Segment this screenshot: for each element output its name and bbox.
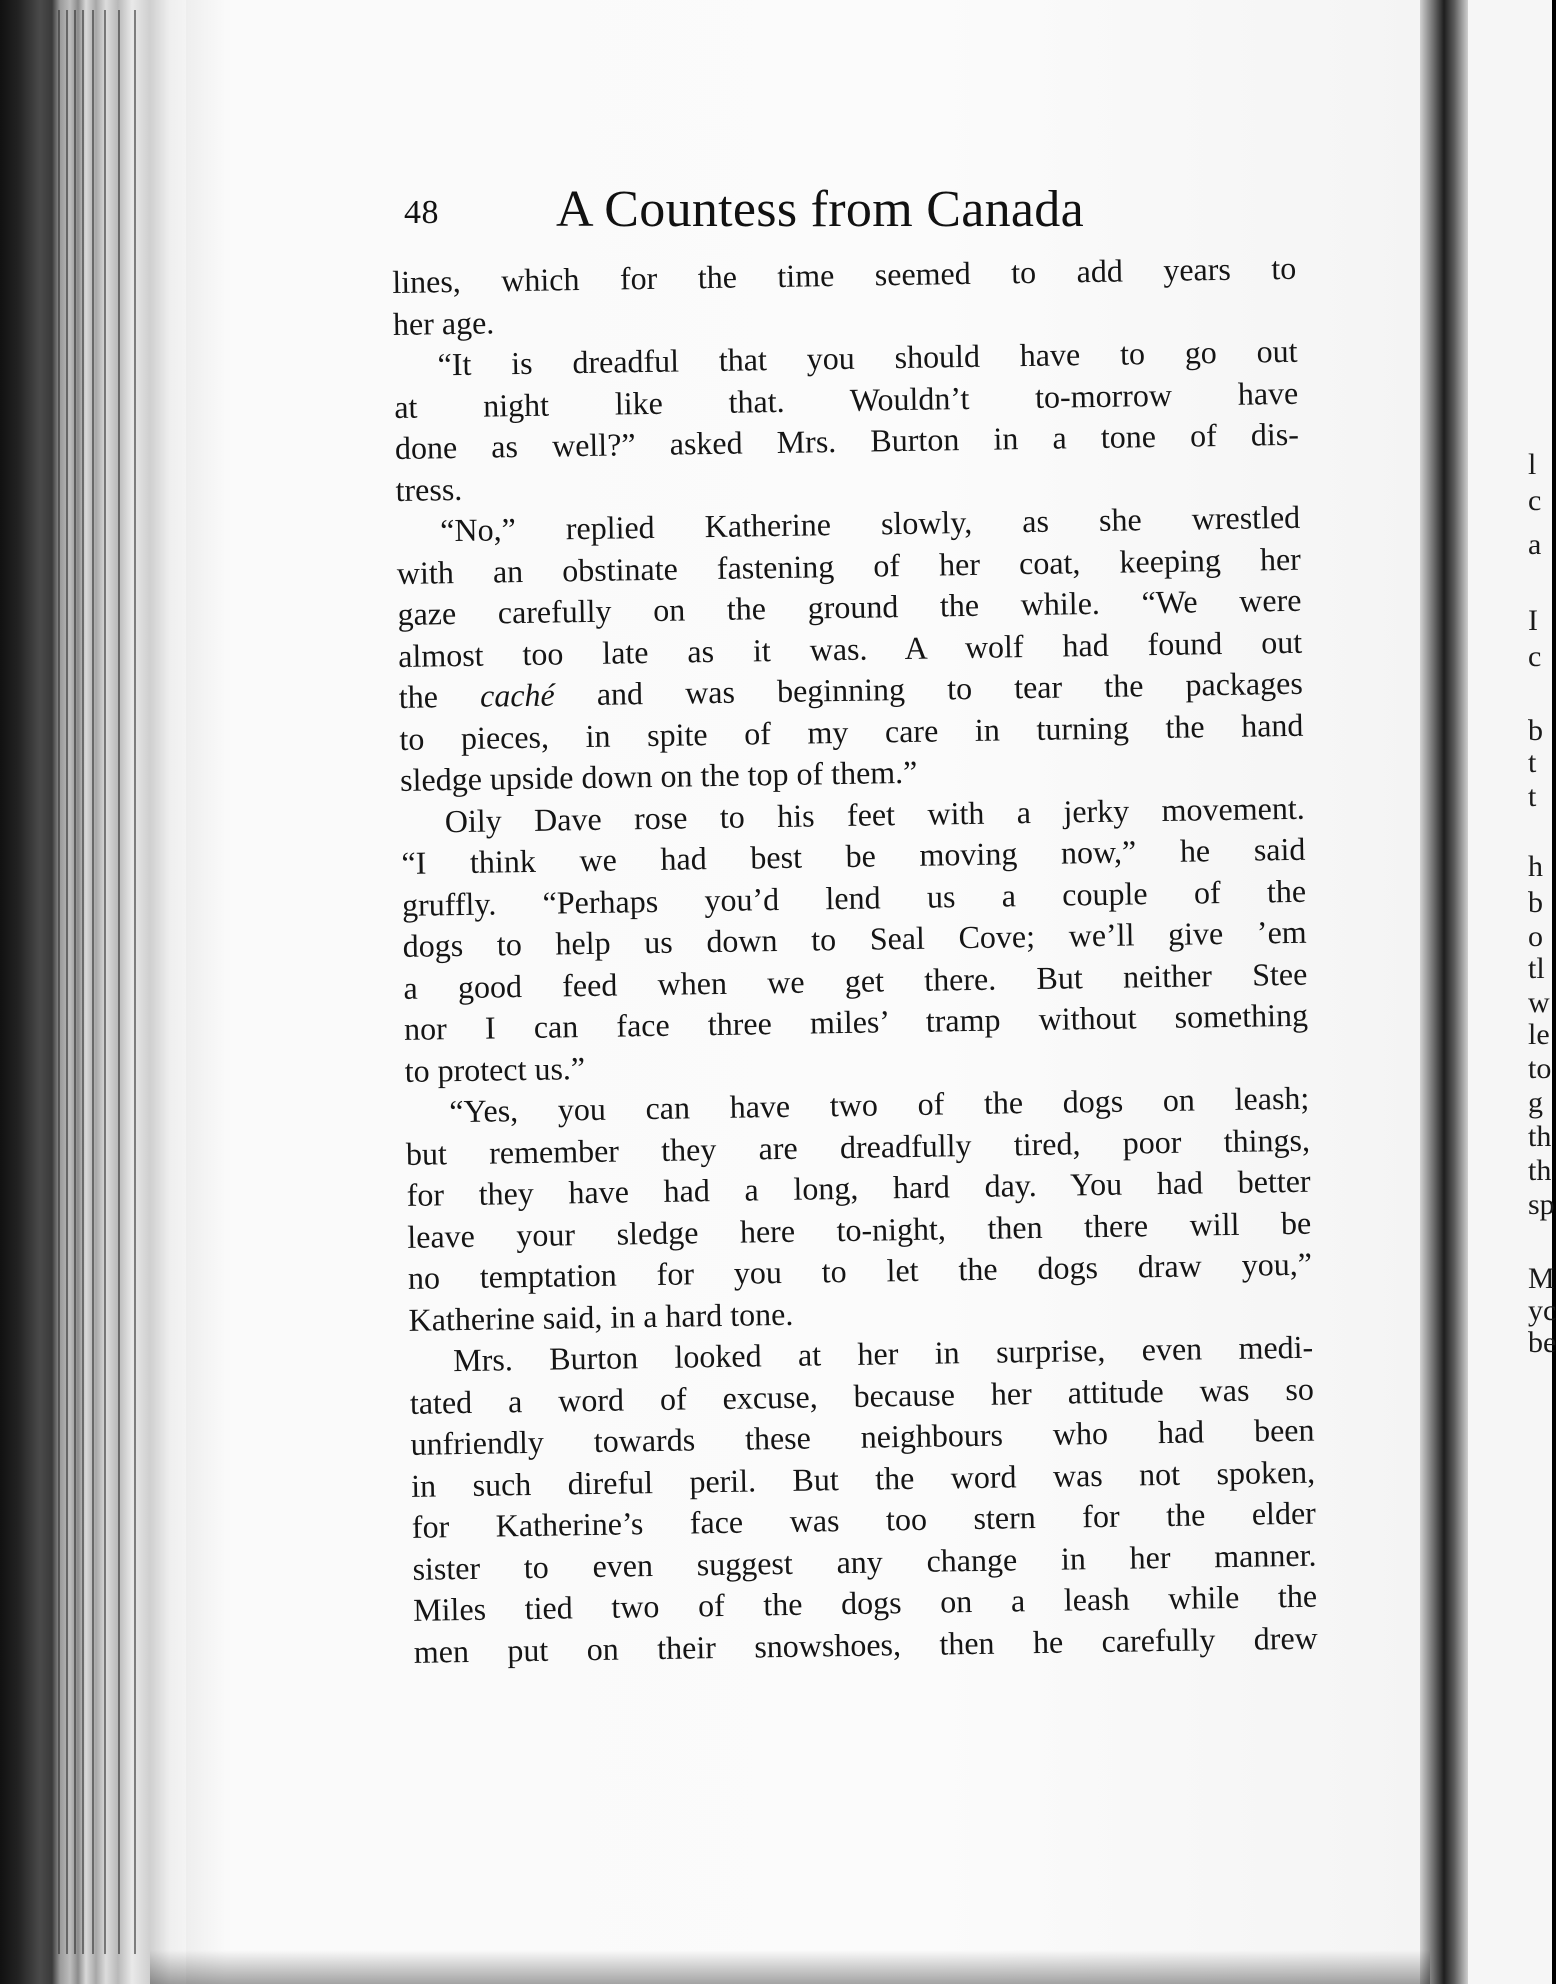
facing-page: [1468, 0, 1556, 1984]
page-edge-line: [104, 10, 106, 1954]
facing-page-fragment: w: [1528, 986, 1550, 1019]
text-line: Mrs. Burton looked at her in surprise, even medi-: [452, 1328, 1314, 1379]
text-line: “It is dreadful that you should have to go out: [437, 332, 1298, 383]
page-edge-line: [118, 10, 120, 1954]
text-line: Katherine said, in a hard tone.: [408, 1295, 794, 1338]
text-line: tated a word of excuse, because her attitude was so: [409, 1370, 1315, 1421]
text-line: lines, which for the time seemed to add years to: [392, 249, 1297, 300]
book-binding-edges: [0, 0, 190, 1984]
text-line: her age.: [392, 303, 495, 342]
facing-page-fragment: t: [1528, 746, 1537, 779]
text-line: nor I can face three miles’ tramp without something: [403, 996, 1309, 1047]
page-bottom-shadow: [150, 1950, 1430, 1984]
book-gutter: [1420, 0, 1468, 1984]
text-line: gaze carefully on the ground the while. “We were: [397, 581, 1302, 632]
text-line: sledge upside down on the top of them.”: [399, 753, 918, 798]
text-line: tress.: [395, 470, 463, 508]
text-line: leave your sledge here to-night, then there will be: [407, 1204, 1312, 1255]
facing-page-fragment: M: [1528, 1262, 1555, 1295]
text-line: “No,” replied Katherine slowly, as she wrestled: [439, 498, 1301, 549]
facing-page-fragment: a: [1528, 528, 1542, 561]
text-line: for they have had a long, hard day. You had better: [406, 1162, 1311, 1213]
text-line: to pieces, in spite of my care in turning the hand: [399, 706, 1304, 757]
text-line: dogs to help us down to Seal Cove; we’ll give ’em: [402, 913, 1307, 964]
text-line: with an obstinate fastening of her coat, keeping her: [396, 540, 1302, 591]
text-line: at night like that. Wouldn’t to-morrow have: [393, 374, 1299, 425]
facing-page-fragment: be: [1528, 1326, 1556, 1359]
text-line: for Katherine’s face was too stern for the elder: [411, 1494, 1317, 1545]
body-text: [392, 248, 1318, 1673]
text-line-part: and was beginning to tear the packages: [554, 664, 1304, 713]
text-line: Oily Dave rose to his feet with a jerky movement.: [444, 789, 1305, 839]
running-title: A Countess from Canada: [556, 181, 1084, 238]
facing-page-fragment: g: [1528, 1086, 1543, 1119]
page-edge-line: [66, 10, 68, 1954]
text-line: sister to even suggest any change in her manner.: [412, 1536, 1317, 1587]
text-line: unfriendly towards these neighbours who had been: [410, 1411, 1315, 1462]
facing-page-fragment: yc: [1528, 1294, 1556, 1327]
page-number: 48: [404, 194, 439, 231]
facing-page-fragment: l: [1528, 448, 1537, 481]
facing-page-fragment: th: [1528, 1154, 1552, 1187]
page-edge-line: [74, 10, 76, 1954]
facing-page-fragment: t: [1528, 780, 1537, 813]
facing-page-fragment: tl: [1528, 952, 1545, 985]
facing-page-fragment: h: [1528, 850, 1543, 883]
text-line: in such direful peril. But the word was not spoken,: [410, 1453, 1316, 1504]
page-edge-line: [134, 10, 136, 1954]
text-line: men put on their snowshoes, then he carefully drew: [413, 1619, 1318, 1670]
facing-page-fragment: c: [1528, 640, 1542, 673]
page-edge-line: [82, 10, 84, 1954]
text-line: a good feed when we get there. But neither Stee: [403, 955, 1308, 1006]
text-line: “Yes, you can have two of the dogs on leash;: [449, 1079, 1310, 1130]
facing-page-fragment: c: [1528, 484, 1542, 517]
facing-page-fragment: th: [1528, 1120, 1552, 1153]
text-line: almost too late as it was. A wolf had found out: [397, 623, 1303, 674]
text-line: to protect us.”: [404, 1049, 586, 1089]
text-line-part: the: [398, 677, 481, 715]
page-edge-line: [92, 10, 94, 1954]
text-line: gruffly. “Perhaps you’d lend us a couple of the: [401, 872, 1307, 923]
facing-page-fragment: sp: [1528, 1188, 1555, 1221]
text-line: but remember they are dreadfully tired, poor things,: [405, 1121, 1311, 1172]
facing-page-fragment: le: [1528, 1018, 1550, 1051]
facing-page-fragment: b: [1528, 714, 1543, 747]
page-edge-line: [58, 10, 60, 1954]
text-line: “I think we had best be moving now,” he said: [401, 830, 1306, 881]
facing-page-fragment: to: [1528, 1052, 1552, 1085]
facing-page-fragment: o: [1528, 920, 1543, 953]
italic-word: caché: [479, 676, 555, 714]
text-line: Miles tied two of the dogs on a leash while the: [412, 1577, 1318, 1628]
text-line: done as well?” asked Mrs. Burton in a tone of dis-: [394, 415, 1300, 466]
text-line: no temptation for you to let the dogs draw you,”: [407, 1245, 1313, 1296]
facing-page-fragment: I: [1528, 604, 1538, 637]
facing-page-fragment: b: [1528, 886, 1543, 919]
page-header: [400, 181, 1300, 246]
